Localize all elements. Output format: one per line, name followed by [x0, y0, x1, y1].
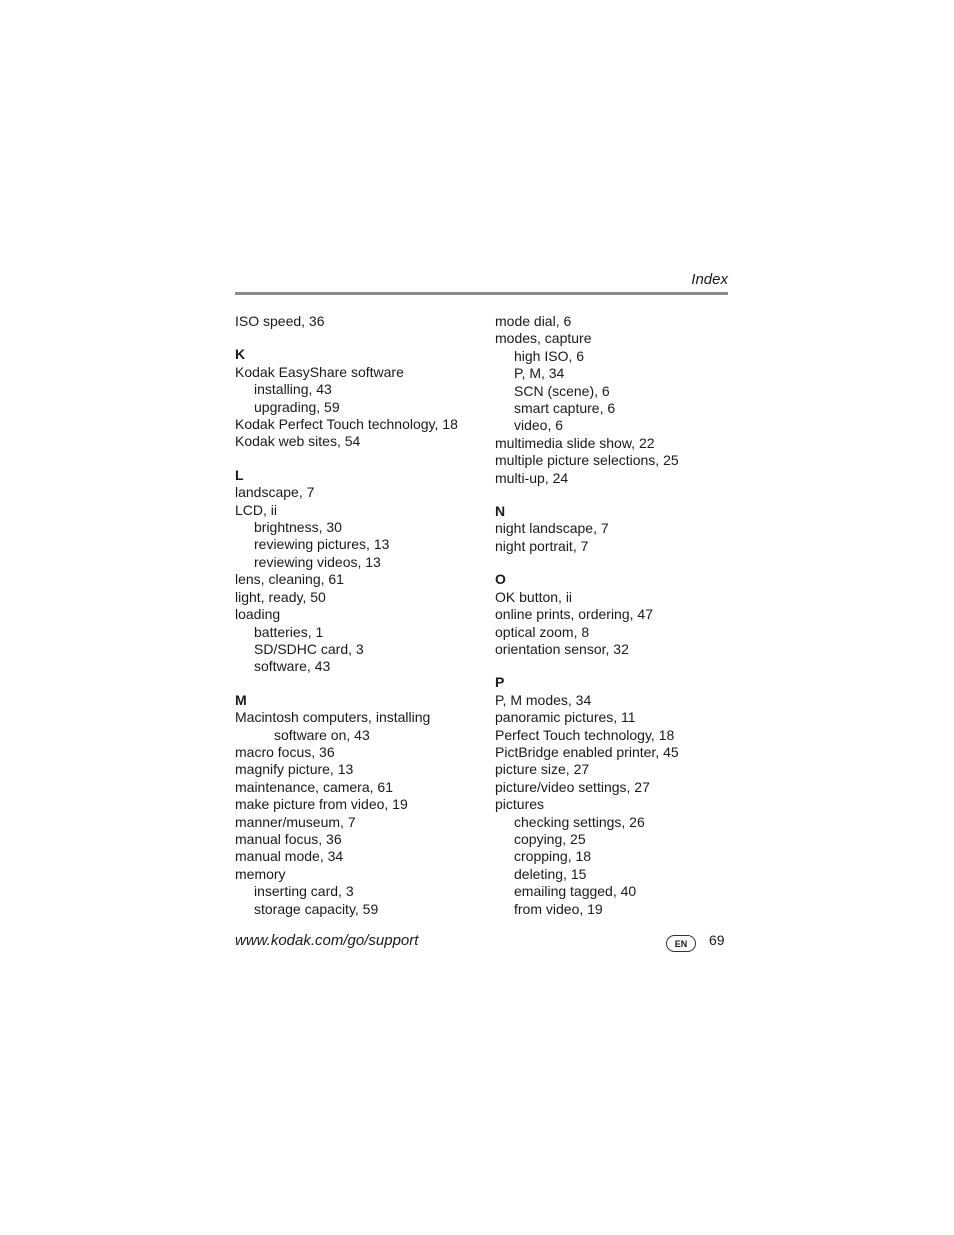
index-subentry: emailing tagged, 40: [514, 883, 637, 900]
index-subentry: deleting, 15: [514, 865, 587, 882]
index-entry: Macintosh computers, installing: [235, 709, 431, 726]
index-subentry: batteries, 1: [254, 623, 324, 640]
index-entry: multi-up, 24: [495, 469, 569, 486]
section-gap: [235, 676, 485, 692]
index-subentry: high ISO, 6: [514, 347, 585, 364]
section-gap: [235, 330, 485, 346]
index-entry: picture/video settings, 27: [495, 778, 650, 795]
index-subentry: inserting card, 3: [254, 883, 354, 900]
index-entry: ISO speed, 36: [235, 313, 325, 329]
section-gap: [495, 555, 735, 571]
index-entry: pictures: [495, 796, 545, 813]
index-entry: multiple picture selections, 25: [495, 452, 679, 469]
index-subentry: upgrading, 59: [254, 398, 340, 415]
index-entry: Kodak Perfect Touch technology, 18: [235, 416, 458, 433]
index-letter-heading: M: [235, 691, 247, 708]
index-entry: light, ready, 50: [235, 588, 326, 605]
index-subentry: software, 43: [254, 658, 331, 675]
index-entry: optical zoom, 8: [495, 623, 590, 640]
index-entry: night landscape, 7: [495, 520, 609, 537]
index-subentry: brightness, 30: [254, 519, 342, 536]
index-subentry: storage capacity, 59: [254, 900, 379, 917]
language-badge: EN: [666, 935, 696, 952]
index-entry: P, M modes, 34: [495, 691, 592, 708]
section-gap: [235, 451, 485, 467]
index-entry: Perfect Touch technology, 18: [495, 726, 675, 743]
index-entry: manual focus, 36: [235, 830, 342, 847]
index-entry: make picture from video, 19: [235, 796, 408, 813]
index-entry: landscape, 7: [235, 484, 315, 501]
index-entry: multimedia slide show, 22: [495, 434, 655, 451]
index-entry: online prints, ordering, 47: [495, 606, 653, 623]
page-number: 69: [709, 932, 725, 948]
index-subentry: reviewing videos, 13: [254, 553, 381, 570]
index-letter-heading: O: [495, 571, 506, 588]
index-entry: LCD, ii: [235, 501, 278, 518]
section-gap: [495, 658, 735, 674]
page-header-title: Index: [691, 271, 728, 288]
index-entry: macro focus, 36: [235, 743, 335, 760]
index-subentry: SD/SDHC card, 3: [254, 640, 364, 657]
index-subentry: cropping, 18: [514, 848, 592, 865]
index-entry: manner/museum, 7: [235, 813, 356, 830]
index-subentry: P, M, 34: [514, 365, 565, 382]
index-entry-continuation: software on, 43: [274, 726, 370, 743]
index-entry: Kodak web sites, 54: [235, 433, 361, 450]
index-entry: mode dial, 6: [495, 313, 572, 329]
index-letter-heading: K: [235, 346, 246, 363]
index-subentry: installing, 43: [254, 381, 332, 398]
index-entry: memory: [235, 865, 286, 882]
index-letter-heading: P: [495, 674, 505, 691]
index-letter-heading: L: [235, 466, 244, 483]
index-entry: Kodak EasyShare software: [235, 363, 404, 380]
index-entry: night portrait, 7: [495, 537, 589, 554]
index-entry: maintenance, camera, 61: [235, 778, 393, 795]
index-column-left: [235, 313, 485, 918]
section-gap: [495, 487, 735, 503]
index-entry: manual mode, 34: [235, 848, 344, 865]
header-rule: [235, 292, 728, 295]
index-entry: PictBridge enabled printer, 45: [495, 743, 679, 760]
index-entry: panoramic pictures, 11: [495, 709, 636, 726]
index-subentry: checking settings, 26: [514, 813, 645, 830]
index-subentry: video, 6: [514, 417, 564, 434]
index-entry: OK button, ii: [495, 588, 573, 605]
index-entry: lens, cleaning, 61: [235, 571, 344, 588]
index-entry: loading: [235, 606, 281, 623]
index-column-right: [495, 313, 735, 918]
index-subentry: from video, 19: [514, 900, 603, 917]
index-subentry: SCN (scene), 6: [514, 382, 610, 399]
index-entry: orientation sensor, 32: [495, 640, 629, 657]
index-entry: modes, capture: [495, 330, 592, 347]
index-subentry: smart capture, 6: [514, 400, 616, 417]
index-subentry: reviewing pictures, 13: [254, 536, 390, 553]
footer-url: www.kodak.com/go/support: [235, 932, 419, 949]
index-entry: magnify picture, 13: [235, 761, 354, 778]
index-letter-heading: N: [495, 503, 506, 520]
index-subentry: copying, 25: [514, 830, 586, 847]
index-entry: picture size, 27: [495, 761, 590, 778]
